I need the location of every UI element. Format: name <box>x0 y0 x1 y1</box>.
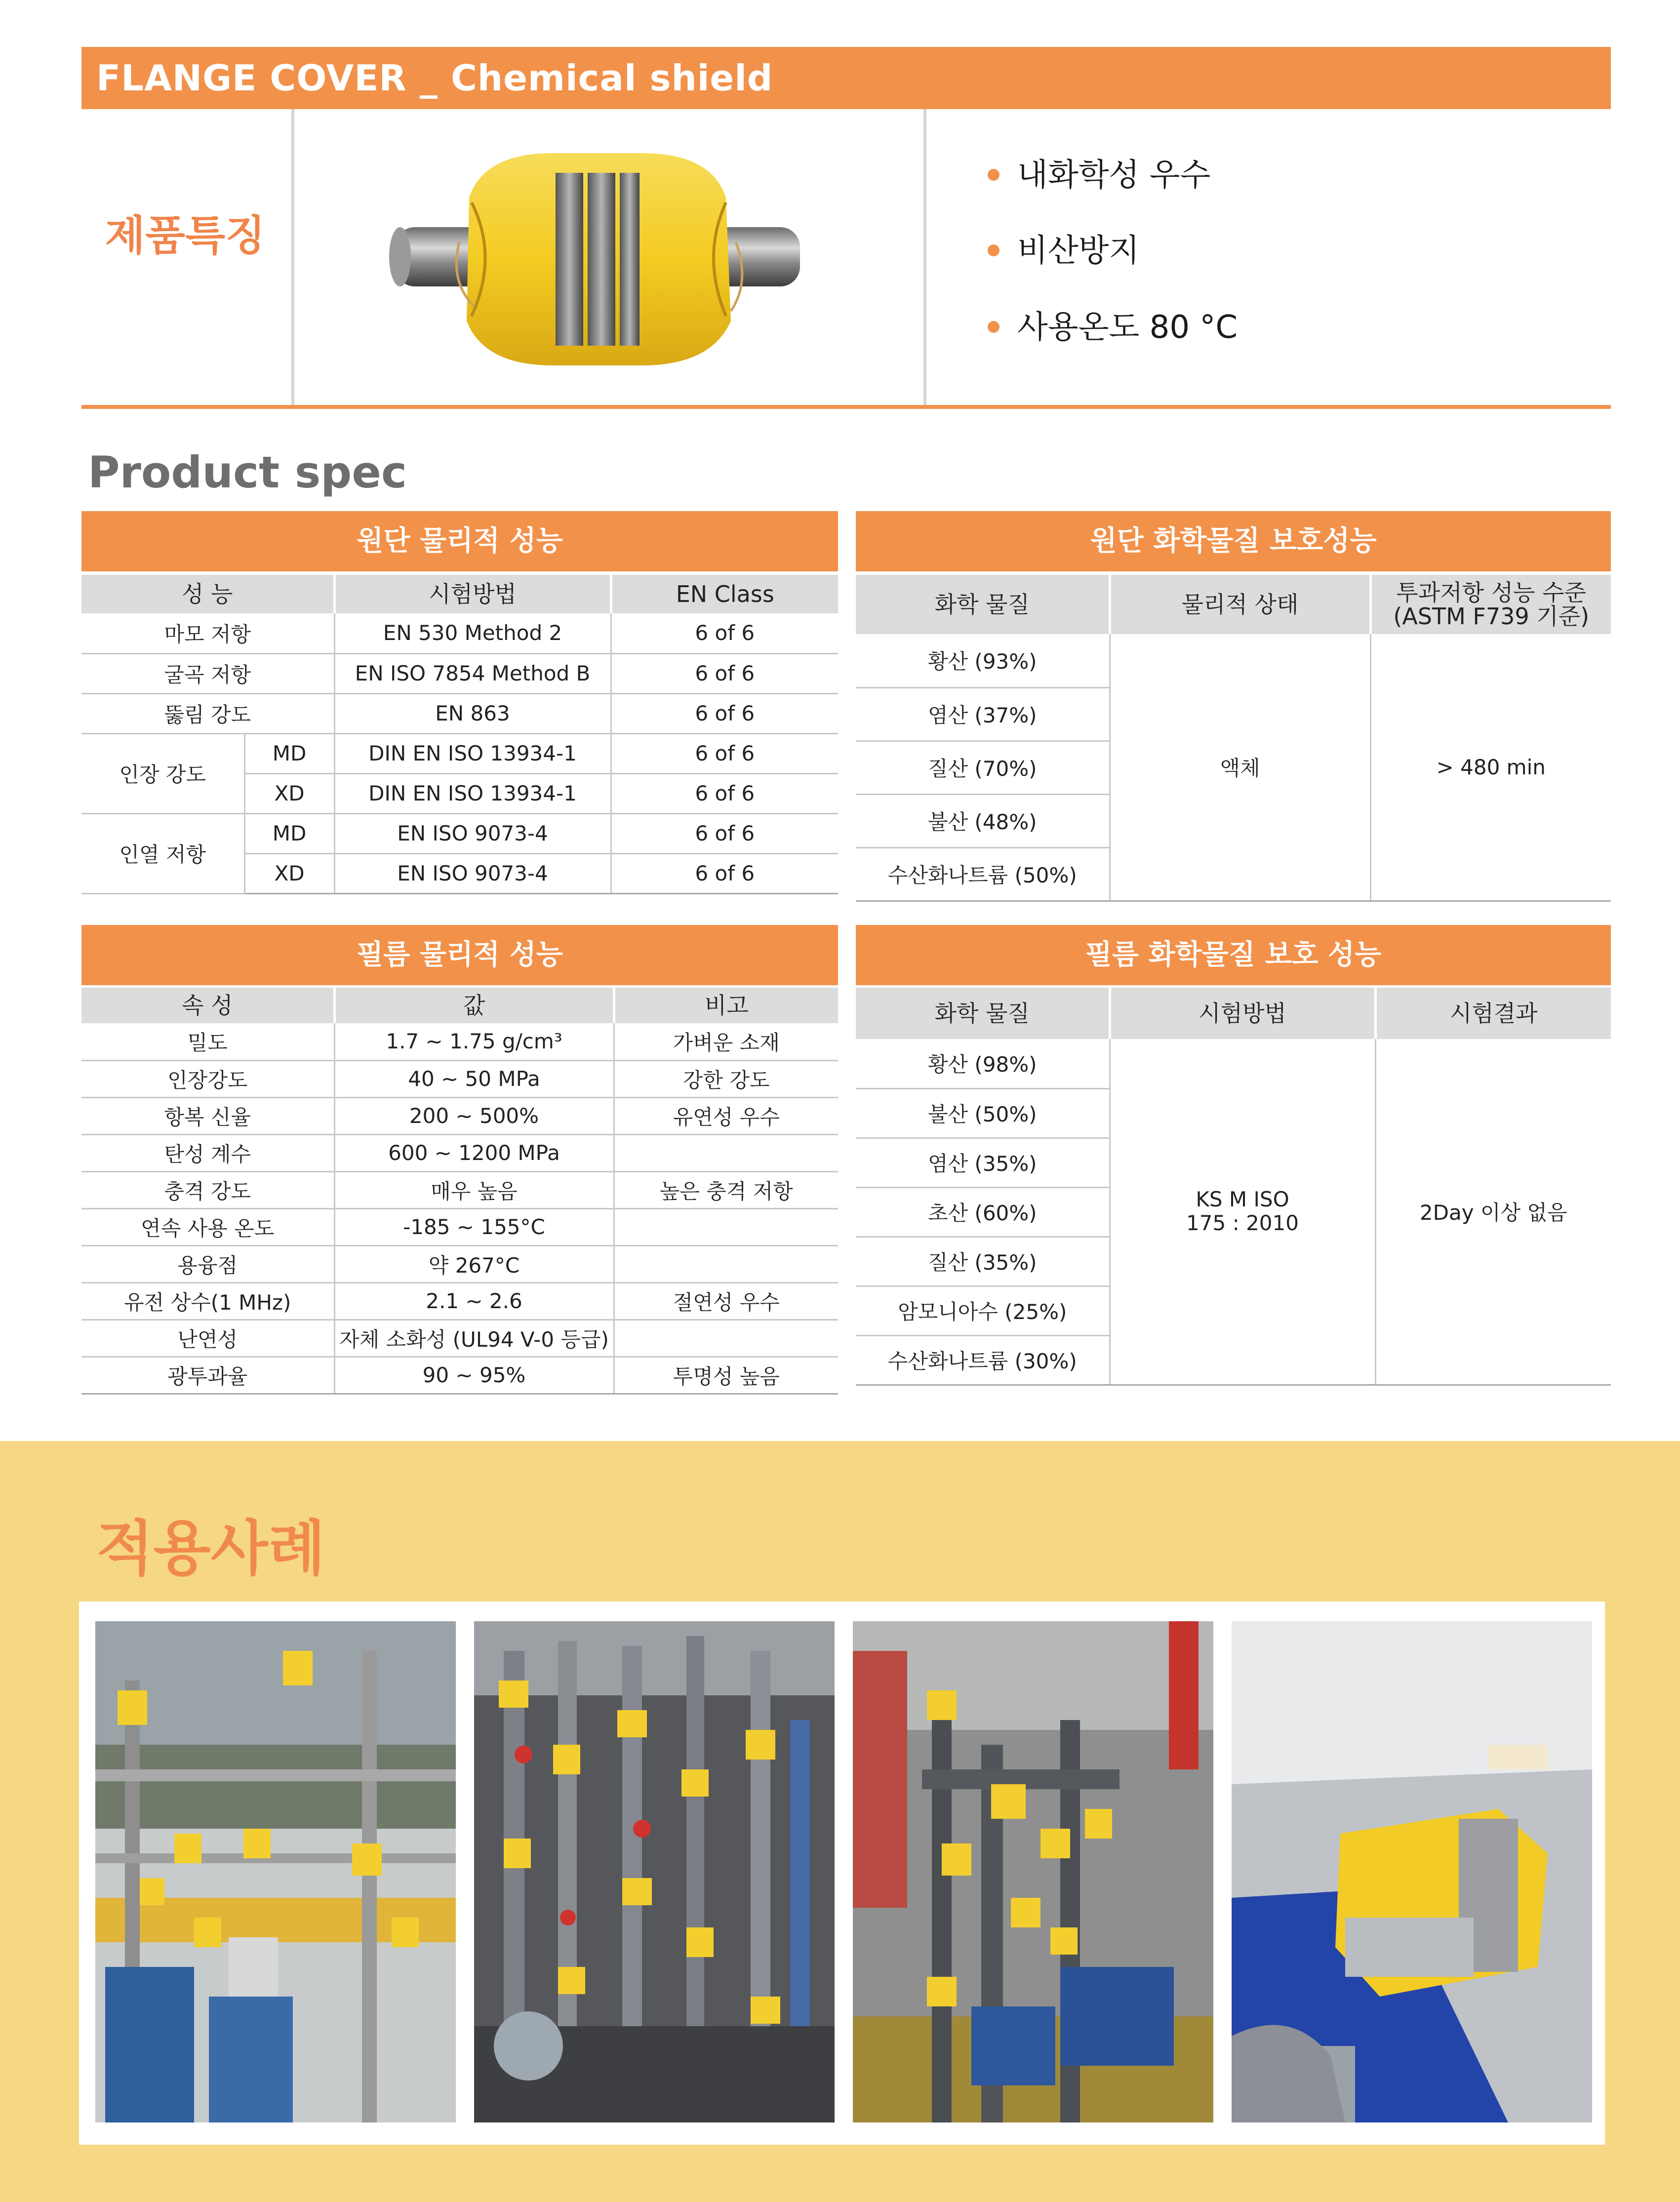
table-row: 암모니아수 (25%) <box>856 1286 1611 1335</box>
table-header-row: 화학 물질 물리적 상태 투과저항 성능 수준 (ASTM F739 기준) <box>856 575 1611 634</box>
table-row: 난연성 자체 소화성 (UL94 V-0 등급) <box>81 1320 838 1357</box>
table-row: 인장강도 40 ~ 50 MPa 강한 강도 <box>81 1060 838 1097</box>
table-row: 불산 (48%) <box>856 794 1611 847</box>
table-header-row: 성 능 시험방법 EN Class <box>81 575 838 613</box>
table-row: 염산 (37%) <box>856 687 1611 741</box>
fabric-physical-table <box>81 575 838 894</box>
table-row: 탄성 계수 600 ~ 1200 MPa <box>81 1134 838 1171</box>
table-row: XD EN ISO 9073-4 6 of 6 <box>81 853 838 893</box>
table-row: 황산 (98%) KS M ISO 175 : 2010 2Day 이상 없음 <box>856 1039 1611 1088</box>
fabric-chemical-table <box>856 575 1611 902</box>
table-row: 뚫림 강도 EN 863 6 of 6 <box>81 693 838 733</box>
flange-cover-product-image <box>385 143 810 375</box>
divider <box>923 109 926 405</box>
table-row: 수산화나트륨 (50%) <box>856 847 1611 901</box>
divider <box>291 109 294 405</box>
section-divider <box>81 405 1611 409</box>
application-photo <box>1232 1621 1592 2122</box>
application-title: 적용사례 <box>96 1515 325 1583</box>
title-bar <box>81 47 1611 109</box>
table-row: 유전 상수(1 MHz) 2.1 ~ 2.6 절연성 우수 <box>81 1282 838 1320</box>
table-row: 질산 (70%) <box>856 741 1611 794</box>
table-row: 용융점 약 267°C <box>81 1245 838 1282</box>
table-row: 밀도 1.7 ~ 1.75 g/cm³ 가벼운 소재 <box>81 1023 838 1060</box>
table-row: 광투과율 90 ~ 95% 투명성 높음 <box>81 1357 838 1394</box>
table-row: 수산화나트륨 (30%) <box>856 1335 1611 1385</box>
table-row: 불산 (50%) <box>856 1088 1611 1138</box>
fabric-physical-title: 원단 물리적 성능 <box>81 511 838 571</box>
application-photo <box>95 1621 456 2122</box>
table-row: 충격 강도 매우 높음 높은 충격 저항 <box>81 1171 838 1208</box>
feature-label: 제품특징 <box>105 211 266 260</box>
table-header-row: 화학 물질 시험방법 시험결과 <box>856 988 1611 1039</box>
table-row: 염산 (35%) <box>856 1138 1611 1187</box>
table-row: 마모 저항 EN 530 Method 2 6 of 6 <box>81 613 838 653</box>
film-chemical-title: 필름 화학물질 보호 성능 <box>856 925 1611 985</box>
table-row: 연속 사용 온도 -185 ~ 155°C <box>81 1208 838 1245</box>
film-physical-table <box>81 988 838 1395</box>
table-row: 인장 강도 MD DIN EN ISO 13934-1 6 of 6 <box>81 733 838 773</box>
fabric-chemical-title: 원단 화학물질 보호성능 <box>856 511 1611 571</box>
spec-heading: Product spec <box>88 447 407 498</box>
table-row: 황산 (93%) 액체 > 480 min <box>856 634 1611 687</box>
bullet-icon <box>988 169 1000 181</box>
table-row: 질산 (35%) <box>856 1237 1611 1286</box>
table-row: 인열 저항 MD EN ISO 9073-4 6 of 6 <box>81 813 838 853</box>
page-title: FLANGE COVER _ Chemical shield <box>96 57 773 99</box>
table-row: 굴곡 저항 EN ISO 7854 Method B 6 of 6 <box>81 653 838 693</box>
film-chemical-table <box>856 988 1611 1386</box>
application-photo <box>853 1621 1213 2122</box>
table-row: 초산 (60%) <box>856 1187 1611 1237</box>
table-header-row: 속 성 값 비고 <box>81 988 838 1023</box>
bullet-icon <box>988 321 1000 333</box>
table-row: 항복 신율 200 ~ 500% 유연성 우수 <box>81 1097 838 1134</box>
bullet-icon <box>988 244 1000 256</box>
film-physical-title: 필름 물리적 성능 <box>81 925 838 985</box>
table-row: XD DIN EN ISO 13934-1 6 of 6 <box>81 773 838 813</box>
application-photo <box>474 1621 835 2122</box>
